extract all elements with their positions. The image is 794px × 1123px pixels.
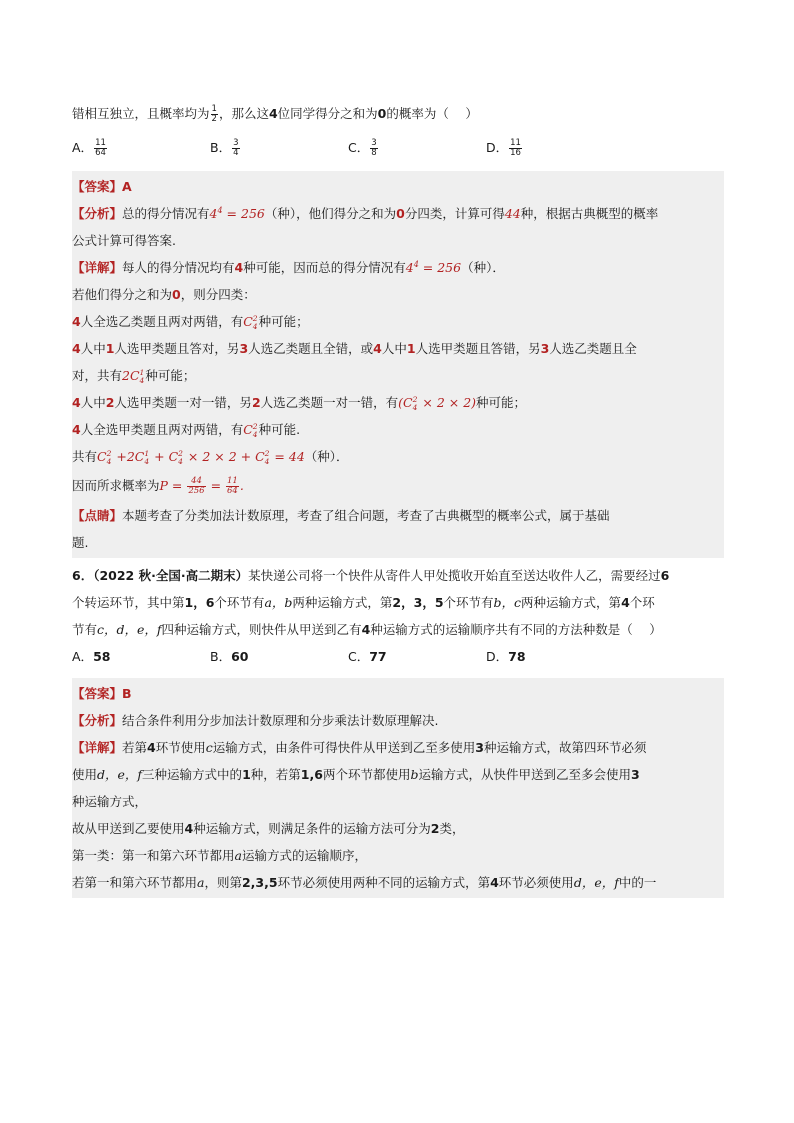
q5-option-c[interactable]: C． $\frac{3}{8}$	[348, 138, 377, 158]
q6-detail-1: 【详解】若第4环节使用c运输方式，由条件可得快件从甲送到乙至多使用3种运输方式，故第四环节必须	[72, 740, 647, 755]
q6-analysis: 【分析】结合条件利用分步加法计数原理和分步乘法计数原理解决.	[72, 713, 439, 728]
q6-stem-line3: 节有c，d，e，f四种运输方式，则快件从甲送到乙有4种运输方式的运输顺序共有不同的方法种数是（ ）	[72, 622, 662, 637]
q6-option-a[interactable]: A．58	[72, 649, 111, 664]
q6-detail-5: 第一类：第一和第六环节都用a运输方式的运输顺序，	[72, 848, 367, 863]
q5-detail-9: 因而所求概率为P = $\frac{44}{256}$ = $\frac{11}{64}$ .	[72, 476, 244, 496]
q5-detail-8: 共有C 2 4 +2C 1 4 + C 2 4 × 2 × 2 + C 2 4 = 44（种）．	[72, 448, 349, 466]
q5-analysis: 【分析】总的得分情况有$4^4 = 256$（种），他们得分之和为0分四类，计算可得44种，根据古典概型的概率	[72, 206, 659, 221]
q5-stem-line: 错相互独立，且概率均为 $\frac{1}{2}$ ，那么这4位同学得分之和为0的概率为（ ）	[72, 104, 478, 124]
q5-option-d[interactable]: D． $\frac{11}{16}$	[486, 138, 521, 158]
q5-option-b[interactable]: B． $\frac{3}{4}$	[210, 138, 239, 158]
q6-options	[72, 643, 724, 670]
q5-detail-1: 【详解】每人的得分情况均有4种可能，因而总的得分情况有$4^4 = 256$（种）．	[72, 260, 505, 275]
q6-option-b[interactable]: B．60	[210, 649, 249, 664]
q6-option-c[interactable]: C．77	[348, 649, 387, 664]
q6-detail-6: 若第一和第六环节都用a，则第2,3,5环节必须使用两种不同的运输方式，第4环节必须使用d，e，f中的一	[72, 875, 657, 890]
q5-detail-2: 若他们得分之和为0，则分四类：	[72, 287, 256, 302]
q5-detail-3: 4人全选乙类题且两对两错，有C 2 4 种可能；	[72, 313, 309, 331]
q6-stem-line1: 6．（2022 秋·全国·高二期末）某快递公司将一个快件从寄件人甲处揽收开始直至送达收件人乙，需要经过6	[72, 568, 670, 583]
probability-fraction: $\frac{1}{2}$	[211, 104, 217, 124]
q5-stem-text: 错相互独立，且概率均为	[72, 106, 210, 121]
q5-detail-5: 对，共有2C 1 4 种可能；	[72, 367, 196, 385]
q5-detail-6: 4人中2人选甲类题一对一错，另2人选乙类题一对一错，有(C 2 4 × 2 × 2)种可能；	[72, 394, 527, 412]
q5-comment: 【点睛】本题考查了分类加法计数原理，考查了组合问题，考查了古典概型的概率公式，属于基础	[72, 508, 610, 523]
q5-detail-7: 4人全选甲类题且两对两错，有C 2 4 种可能.	[72, 421, 301, 439]
q5-analysis-line2: 公式计算可得答案.	[72, 233, 176, 248]
q6-option-d[interactable]: D．78	[486, 649, 526, 664]
q5-comment-line2: 题.	[72, 535, 89, 550]
q5-solution-box	[72, 171, 724, 558]
q5-option-a[interactable]: A． $\frac{11}{64}$	[72, 138, 106, 158]
q5-answer: 【答案】A	[72, 179, 132, 194]
q6-detail-3: 种运输方式，	[72, 794, 148, 809]
q6-detail-2: 使用d，e，f三种运输方式中的1种，若第1,6两个环节都使用b运输方式，从快件甲送到乙至多会使用3	[72, 767, 640, 782]
q5-detail-4: 4人中1人选甲类题且答对，另3人选乙类题且全错，或4人中1人选甲类题且答错，另3人选乙类题且全	[72, 341, 637, 356]
q6-answer: 【答案】B	[72, 686, 132, 701]
q6-solution-box	[72, 678, 724, 898]
q6-stem	[72, 562, 724, 643]
q5-options	[72, 133, 724, 163]
q6-stem-line2: 个转运环节，其中第1，6个环节有a，b两种运输方式，第2，3，5个环节有b，c两种运输方式，第4个环	[72, 595, 655, 610]
q6-detail-4: 故从甲送到乙要使用4种运输方式，则满足条件的运输方法可分为2类，	[72, 821, 465, 836]
document-page	[72, 100, 724, 898]
